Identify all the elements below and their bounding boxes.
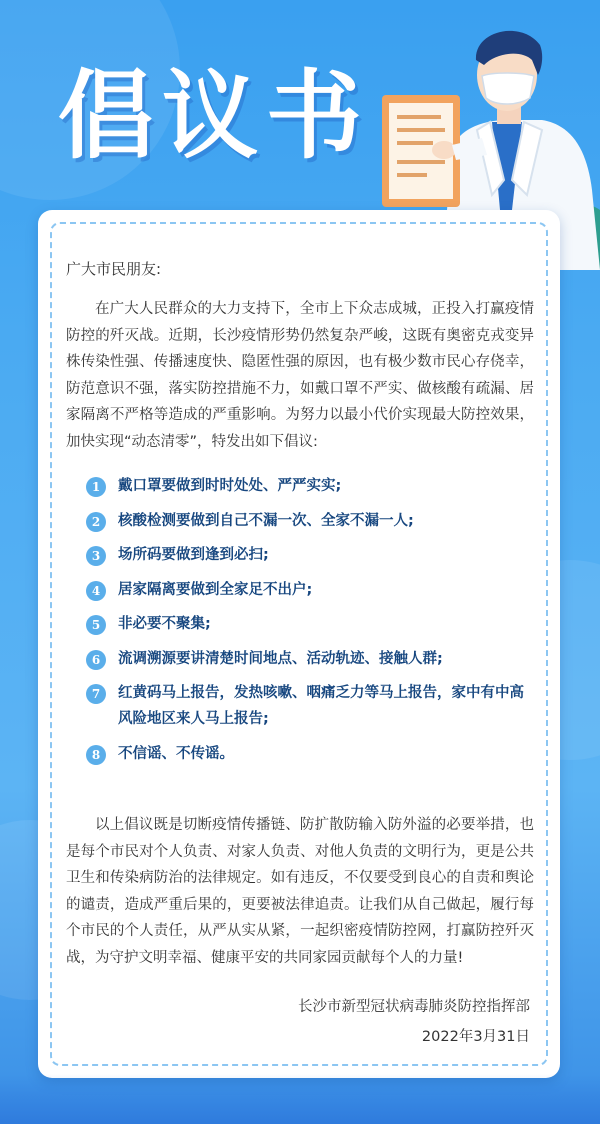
item-number-badge: 4 <box>86 581 106 601</box>
item-number-badge: 2 <box>86 512 106 532</box>
list-item-text: 非必要不聚集; <box>118 616 211 632</box>
list-item <box>86 744 526 767</box>
intro-paragraph: 在广大人民群众的大力支持下，全市上下众志成城，正投入打赢疫情防控的歼灭战。近期，长沙疫情形势仍然复杂严峻，这既有奥密克戎变异株传染性强、传播速度快、隐匿性强的原因，也有极少数市民心存侥幸，防范意识不强，落实防控措施不力，如戴口罩不严实、做核酸有疏漏、居家隔离不严格等造成的严重影响。为努力以最小代价实现最大防控效果，加快实现“动态清零”，特发出如下倡议: <box>66 301 534 450</box>
list-item <box>86 476 526 499</box>
closing-paragraph: 以上倡议既是切断疫情传播链、防扩散防输入防外溢的必要举措，也是每个市民对个人负责、对家人负责、对他人负责的文明行为，更是公共卫生和传染病防治的法律规定。如有违反，不仅要受到良心的自责和舆论的谴责，造成严重后果的，更要被法律追责。让我们从自己做起，履行每个市民的个人责任，从严从实从紧，一起织密疫情防控网，打赢防控歼灭战，为守护文明幸福、健康平安的共同家园贡献每个人的力量! <box>66 817 534 966</box>
list-item-text: 不信谣、不传谣。 <box>118 745 234 762</box>
list-item-text: 核酸检测要做到自己不漏一次、全家不漏一人; <box>118 512 414 529</box>
item-number-badge: 5 <box>86 615 106 635</box>
item-number-badge: 7 <box>86 684 106 704</box>
list-item <box>86 511 526 534</box>
salutation: 广大市民朋友: <box>66 260 162 278</box>
item-number-badge: 8 <box>86 745 106 765</box>
proposal-list <box>86 476 526 778</box>
list-item-text: 场所码要做到逢到必扫; <box>118 547 269 563</box>
list-item-text: 流调溯源要讲清楚时间地点、活动轨迹、接触人群; <box>118 650 443 667</box>
item-number-badge: 3 <box>86 546 106 566</box>
list-item <box>86 649 526 672</box>
signature-organization: 长沙市新型冠状病毒肺炎防控指挥部 <box>298 999 530 1015</box>
list-item <box>86 614 526 637</box>
list-item <box>86 580 526 603</box>
item-number-badge: 6 <box>86 650 106 670</box>
list-item <box>86 683 526 732</box>
bottom-gradient-band <box>0 1074 600 1124</box>
list-item <box>86 545 526 568</box>
item-number-badge: 1 <box>86 477 106 497</box>
poster-title: 倡议书 <box>58 60 370 172</box>
list-item-text: 红黄码马上报告，发热咳嗽、咽痛乏力等马上报告，家中有中高风险地区来人马上报告; <box>118 685 524 727</box>
signature-date: 2022年3月31日 <box>421 1029 530 1045</box>
list-item-text: 居家隔离要做到全家足不出户; <box>118 581 313 598</box>
list-item-text: 戴口罩要做到时时处处、严严实实; <box>118 478 342 494</box>
